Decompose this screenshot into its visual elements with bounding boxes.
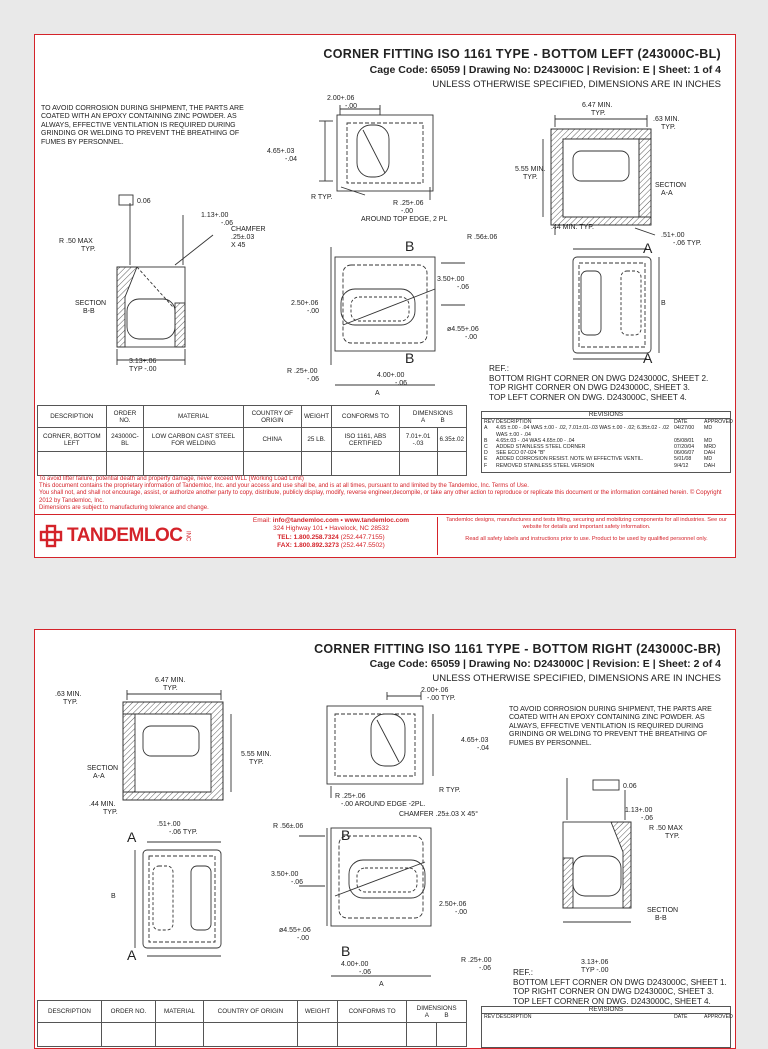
revisions-table: REVISIONS REV DESCRIPTION DATE APPROVED — [481, 1006, 731, 1048]
dim-r25-tol: -.00 — [401, 208, 414, 215]
front-view-b — [299, 828, 431, 976]
dim-200-tol: -.00 TYP. — [427, 695, 456, 702]
dim-113: 1.13+.00 — [625, 807, 653, 814]
dim-465-tol: -.04 — [285, 156, 298, 163]
dim-44-typ: TYP. — [103, 809, 118, 816]
section-marker-a-top: A — [127, 829, 137, 845]
dim-63-typ: TYP. — [661, 124, 676, 131]
units-note: UNLESS OTHERWISE SPECIFIED, DIMENSIONS ARE IN INCHES — [432, 673, 721, 684]
section-b-b-view — [563, 778, 631, 922]
label-section-b: SECTION — [647, 907, 679, 914]
list-item: A 4.65 ±.00 - .04 WAS ±.00 - .02, 7.01±.01-.03 WAS ±.00 - .02; 6.35±.02 - .02 WAS ±.00 - .04 04/27/00 MD — [484, 425, 713, 438]
top-view — [319, 105, 433, 200]
label-chamfer-size: .25±.03 — [231, 234, 255, 241]
section-marker-a-bottom: A — [643, 350, 653, 366]
sheet-subtitle: Cage Code: 65059 | Drawing No: D243000C | Revision: E | Sheet: 1 of 4 — [369, 64, 721, 76]
dim-phi455: ø4.55+.06 — [447, 326, 479, 333]
dim-313: 3.13+.06 — [129, 358, 157, 365]
label-section-a: SECTION — [87, 765, 119, 772]
dim-400: 4.00+.00 — [377, 372, 405, 379]
dim-51: .51+.00 — [157, 821, 181, 828]
dim-400-tol: -.06 — [359, 969, 372, 976]
flatness-value: 0.06 — [623, 783, 637, 790]
dim-r25-tol: -.00 AROUND EDGE -2PL. — [341, 801, 426, 808]
flatness-value: 0.06 — [137, 198, 151, 205]
section-marker-a-top: A — [643, 240, 653, 256]
reference-notes: REF.: BOTTOM LEFT CORNER ON DWG D243000C, SHEET 1. TOP RIGHT CORNER ON DWG D243000C, SHEET 3. TOP LEFT CORNER ON DWG. D243000C, SHEET 4. — [513, 968, 727, 1006]
list-item: F REMOVED STAINLESS STEEL VERSION 9/4/12 DAH — [484, 462, 715, 469]
list-item: C ADDED STAINLESS STEEL CORNER 07/20/04 MRD — [484, 444, 716, 451]
dim-113-tol: -.06 — [641, 815, 654, 822]
label-chamfer: CHAMFER .25±.03 X 45° — [399, 811, 479, 818]
dim-r50: R .50 MAX — [59, 238, 93, 245]
dim-555-typ: TYP. — [249, 759, 264, 766]
dim-200-tol: -.00 — [345, 103, 358, 110]
spec-table: DESCRIPTION ORDER NO. MATERIAL COUNTRY OF ORIGIN WEIGHT CONFORMS TO DIMENSIONS A B — [37, 1000, 467, 1047]
dim-250: 2.50+.06 — [291, 300, 319, 307]
legal-notice: To avoid lifter failure, potential death and property damage, never exceed WLL (Working Load Limit) This document contains the proprietary information of Tandemloc, Inc. and your access and use shall be, and is at all times, pursuant to and limited by the Tandemloc, Inc. Terms of Use. You shall not, and shall not encourage, assist, or authorize another party to copy, distribute, publicly display, modify, reverse engineer,decompile, or take any other action to reproduce or replicate this document or the information contained herein. © Copyright 2012 by Tandemloc, Inc. Dimensions are subject to manufacturing tolerance and change. — [39, 476, 722, 511]
email-link[interactable]: info@tandemloc.com — [272, 517, 339, 524]
section-marker-b-bottom: B — [405, 350, 415, 366]
dim-r50: R .50 MAX — [649, 825, 683, 832]
dim-r25c: R .25+.00 — [461, 957, 492, 964]
section-marker-b-bottom: B — [341, 943, 351, 959]
label-around-edge: AROUND TOP EDGE, 2 PL — [361, 216, 448, 223]
section-b-b-view — [117, 195, 213, 365]
list-item: D SEE ECO 07-024 "B" 06/06/07 DAH — [484, 450, 715, 457]
tandemloc-logo-icon — [39, 524, 63, 548]
dim-phi455: ø4.55+.06 — [279, 927, 311, 934]
label-section-a: SECTION — [655, 182, 687, 189]
side-view-a — [135, 842, 221, 956]
dim-465: 4.65+.03 — [267, 148, 295, 155]
dim-400: 4.00+.00 — [341, 961, 369, 968]
section-a-a-view — [543, 115, 655, 235]
dim-r50-typ: TYP. — [81, 246, 96, 253]
dim-phi455-tol: -.00 — [297, 935, 310, 942]
label-section-b-b: B-B — [655, 915, 667, 922]
contact-info: Email: info@tandemloc.com • www.tandemloc.com 324 Highway 101 • Havelock, NC 28532 TEL: 1.800.258.7324 (252.447.7155) FAX: 1.800.892.3273 (252.447.5502) — [252, 517, 410, 549]
dim-44: .44 MIN. — [89, 801, 116, 808]
dim-63: .63 MIN. — [55, 691, 82, 698]
section-marker-b-top: B — [405, 238, 415, 254]
dim-400-tol: -.06 — [395, 380, 408, 387]
dim-r25c-tol: -.06 — [479, 965, 492, 972]
label-chamfer: CHAMFER — [231, 226, 266, 233]
dim-r50-typ: TYP. — [665, 833, 680, 840]
dim-647-typ: TYP. — [591, 110, 606, 117]
label-r-typ: R TYP. — [439, 787, 461, 794]
dim-label-a: A — [379, 981, 384, 988]
dim-label-b: B — [111, 893, 116, 900]
front-view-b — [331, 247, 465, 385]
section-a-a-view — [123, 690, 231, 800]
dim-r56: R .56±.06 — [273, 823, 304, 830]
dim-44: .44 MIN. TYP. — [551, 224, 594, 231]
dim-465-tol: -.04 — [477, 745, 490, 752]
corrosion-note: TO AVOID CORROSION DURING SHIPMENT, THE PARTS ARE COATED WITH AN EPOXY CONTAINING ZINC POWDER. AS ALWAYS, EFFECTIVE VENTILATION IS REQUIRED DURING GRINDING OR WELDING TO PREVENT THE BREATHING OF FUMES BY PERSONNEL. — [41, 105, 244, 146]
dim-647: 6.47 MIN. — [155, 677, 186, 684]
dim-label-a: A — [375, 390, 380, 397]
dim-647: 6.47 MIN. — [582, 102, 613, 109]
label-r-typ: R TYP. — [311, 194, 333, 201]
reference-notes: REF.: BOTTOM RIGHT CORNER ON DWG D243000C, SHEET 2. TOP RIGHT CORNER ON DWG D243000C, SHEET 3. TOP LEFT CORNER ON DWG. D243000C, SHEET 4. — [489, 364, 709, 402]
drawing-sheet-2 — [34, 629, 736, 1049]
side-view-a — [573, 249, 659, 359]
dim-r25: R .25+.06 — [393, 200, 424, 207]
dim-350-tol: -.06 — [291, 879, 304, 886]
label-chamfer-angle: X 45 — [231, 242, 246, 249]
dim-250: 2.50+.06 — [439, 901, 467, 908]
units-note: UNLESS OTHERWISE SPECIFIED, DIMENSIONS ARE IN INCHES — [432, 79, 721, 90]
spec-table: DESCRIPTION ORDER NO. MATERIAL COUNTRY OF ORIGIN WEIGHT CONFORMS TO DIMENSIONS A B CORNER, BOTTOM LEFT 243000C-BL LOW CARBON CAST STEEL FOR WELDING CHINA 25 LB. ISO 1161, ABS CERTIFIED 7.01+.01 -.03 6.35±.02 — [37, 405, 467, 476]
label-section-a-a: A-A — [93, 773, 105, 780]
dim-350-tol: -.06 — [457, 284, 470, 291]
top-view — [327, 692, 433, 798]
label-section-b: SECTION — [75, 300, 107, 307]
dim-113-tol: -.06 — [221, 220, 234, 227]
dim-555-typ: TYP. — [523, 174, 538, 181]
sheet-footer — [35, 514, 735, 557]
dim-label-b: B — [661, 300, 666, 307]
corrosion-note: TO AVOID CORROSION DURING SHIPMENT, THE PARTS ARE COATED WITH AN EPOXY CONTAINING ZINC POWDER. AS ALWAYS, EFFECTIVE VENTILATION IS REQUIRED DURING GRINDING OR WELDING TO PREVENT THE BREATHING OF FUMES BY PERSONNEL. — [509, 706, 712, 747]
dim-r25c-tol: -.06 — [307, 376, 320, 383]
table-row: CORNER, BOTTOM LEFT 243000C-BL LOW CARBON CAST STEEL FOR WELDING CHINA 25 LB. ISO 1161, ABS CERTIFIED 7.01+.01 -.03 6.35±.02 — [38, 428, 467, 452]
dim-313: 3.13+.06 — [581, 959, 609, 966]
label-section-a-a: A-A — [661, 190, 673, 197]
list-item: E ADDED CORROSION RESIST. NOTE W/ EFFECTIVE VENTIL. 5/01/08 MD — [484, 456, 713, 463]
label-section-b-b: B-B — [83, 308, 95, 315]
dim-200: 2.00+.06 — [327, 95, 355, 102]
dim-313-tol: TYP -.00 — [129, 366, 157, 373]
sheet-title: CORNER FITTING ISO 1161 TYPE - BOTTOM RIGHT (243000C-BR) — [314, 642, 721, 656]
sheet-subtitle: Cage Code: 65059 | Drawing No: D243000C | Revision: E | Sheet: 2 of 4 — [369, 658, 721, 670]
dim-51: .51+.00 — [661, 232, 685, 239]
dim-350: 3.50+.00 — [437, 276, 465, 283]
website-link[interactable]: www.tandemloc.com — [344, 517, 410, 524]
drawing-sheet-1 — [34, 34, 736, 558]
tandemloc-logo: TANDEMLOC INC — [39, 521, 227, 551]
dim-r56: R .56±.06 — [467, 234, 498, 241]
sheet-title: CORNER FITTING ISO 1161 TYPE - BOTTOM LEFT (243000C-BL) — [323, 47, 721, 61]
dim-51-tol: -.06 TYP. — [169, 829, 198, 836]
dim-113: 1.13+.00 — [201, 212, 229, 219]
dim-465: 4.65+.03 — [461, 737, 489, 744]
dim-250-tol: -.00 — [455, 909, 468, 916]
revisions-table: REVISIONS REV DESCRIPTION DATE APPROVED A 4.65 ±.00 - .04 WAS ±.00 - .02, 7.01±.01-.03 WAS ±.00 - .02; 6.35±.02 - .02 WAS ±.00 - .04 04/27/00 MD B 4.65±.03 - .04 WAS 4.65±.00 - .04 05/08/01 MD C ADDED STAINLESS STEEL CORNER 07/20/04 MRD D SEE ECO 07-024 "B" 06/06/07 DAH E ADDED CORROSION RESIST. NOTE W/ EFFECTIVE VENTIL. 5/01/08 MD F REMOVED STAINLESS STEEL VERSION 9/4/12 DAH — [481, 411, 731, 473]
footer-disclaimer: Tandemloc designs, manufactures and tests lifting, securing and mobilizing components for all industries. See our website for details and important safety information. Read all safety labels and instructions prior to use. Product to be used by qualified personnel only. — [437, 517, 731, 555]
dim-555: 5.55 MIN. — [241, 751, 272, 758]
dim-r25c: R .25+.00 — [287, 368, 318, 375]
dim-phi455-tol: -.00 — [465, 334, 478, 341]
section-marker-a-bottom: A — [127, 947, 137, 963]
dim-647-typ: TYP. — [163, 685, 178, 692]
dim-350: 3.50+.00 — [271, 871, 299, 878]
dim-r25: R .25+.06 — [335, 793, 366, 800]
dim-555: 5.55 MIN. — [515, 166, 546, 173]
dim-250-tol: -.00 — [307, 308, 320, 315]
dim-63-typ: TYP. — [63, 699, 78, 706]
list-item: B 4.65±.03 - .04 WAS 4.65±.00 - .04 05/08/01 MD — [484, 437, 713, 444]
dim-200: 2.00+.06 — [421, 687, 449, 694]
section-marker-b-top: B — [341, 827, 351, 843]
dim-63: .63 MIN. — [653, 116, 680, 123]
dim-51-tol: -.06 TYP. — [673, 240, 702, 247]
dim-313-tol: TYP -.00 — [581, 967, 609, 974]
